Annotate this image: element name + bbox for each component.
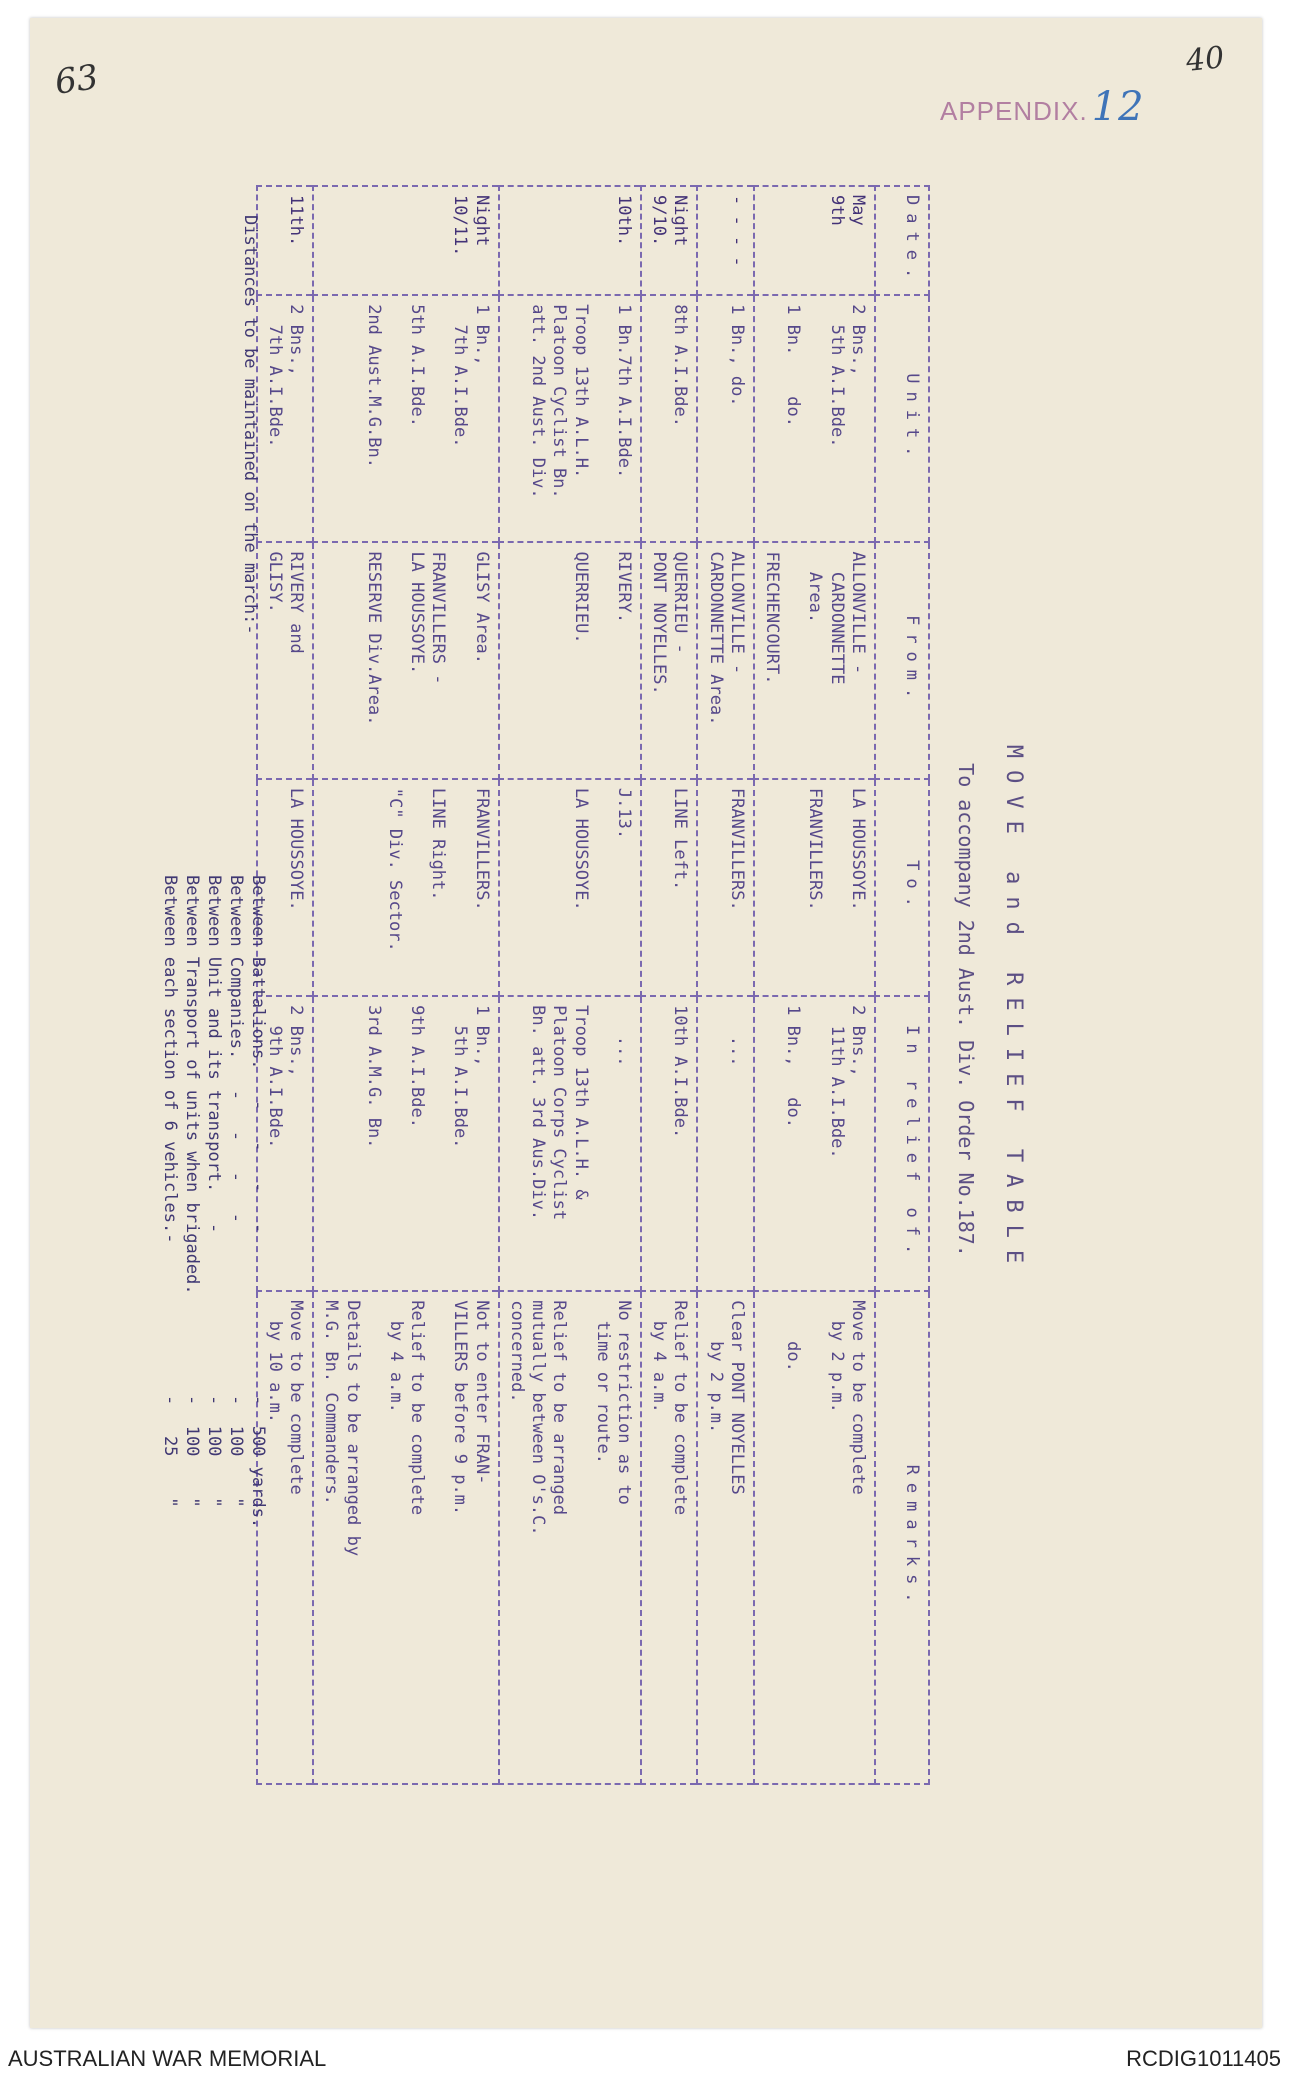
remarks-cell	[698, 1291, 755, 1784]
relief-line: ...	[727, 1005, 747, 1067]
date-line: 10/11.	[450, 195, 471, 257]
date-cell	[499, 186, 641, 295]
to-line: LA HOUSSOYE.	[570, 787, 591, 911]
from-line: QUERRIEU.	[570, 551, 591, 644]
relief-line: 1 Bn., do.	[783, 1005, 804, 1128]
relief-line: 2 Bns.,	[286, 1005, 307, 1077]
entry-gap	[449, 788, 471, 987]
unit-line: 2 Bns.,	[286, 304, 307, 376]
to-line: LINE Left.	[670, 787, 691, 891]
unit-cell	[257, 295, 314, 542]
unit-line: att. 2nd Aust. Div.	[528, 304, 549, 499]
from-line: FRANVILLERS -	[428, 551, 449, 685]
date-line: - - - -	[727, 195, 747, 267]
relief-line: 9th A.I.Bde.	[265, 1005, 285, 1149]
from-line: ALLONVILLE -	[848, 551, 868, 675]
table-row	[641, 186, 698, 1784]
to-line: J.13.	[614, 787, 634, 840]
table-row	[754, 186, 875, 1784]
appendix-stamp	[940, 84, 1145, 130]
date-line: Night	[471, 195, 492, 247]
distance-between: Between Companies. - - - -	[226, 875, 246, 1223]
unit-cell	[641, 295, 698, 542]
distance-between: Between Transport of units when brigaded.	[182, 875, 202, 1295]
header-remarks: Remarks.	[875, 1291, 929, 1784]
document-heading: MOVE and RELIEF TABLE	[1001, 744, 1026, 1276]
from-line: GLISY Area.	[471, 551, 492, 665]
relief-cell	[641, 996, 698, 1291]
table-header-row	[875, 186, 929, 1784]
from-line: FRECHENCOURT.	[762, 551, 783, 685]
remarks-cell	[313, 1291, 499, 1784]
relief-cell	[313, 996, 499, 1291]
from-line: Area.	[805, 551, 826, 624]
entry-gap	[384, 551, 406, 769]
from-line: QUERRIEU -	[670, 551, 691, 654]
entry-gap	[782, 551, 804, 769]
remarks-line: M.G. Bn. Commanders.	[321, 1300, 342, 1505]
from-line: GLISY.	[265, 551, 285, 613]
distances-lead: Distances to be maintained on the march:-	[240, 215, 260, 635]
entry-gap	[449, 551, 471, 769]
unit-line: Platoon Cyclist Bn.	[549, 304, 570, 499]
distance-item	[202, 875, 224, 1528]
remarks-line: by 4 a.m.	[386, 1300, 406, 1413]
to-line: FRANVILLERS.	[804, 787, 825, 911]
unit-cell	[754, 295, 875, 542]
date-line: 9/10.	[649, 195, 670, 247]
to-line: "C" Div. Sector.	[385, 787, 406, 952]
entry-gap	[591, 788, 613, 987]
unit-line: 2nd Aust.M.G.Bn.	[364, 304, 384, 468]
entry-gap	[427, 1005, 449, 1282]
distance-between: Between Unit and its transport. -	[204, 875, 224, 1234]
distance-value: - 100 "	[226, 1395, 246, 1508]
entry-gap	[427, 1300, 449, 1775]
date-cell	[313, 186, 499, 295]
from-line: CARDONNETTE	[826, 551, 847, 685]
remarks-line: VILLERS before 9 p.m.	[450, 1300, 471, 1516]
distance-between: Between each section of 6 vehicles.-	[160, 875, 180, 1244]
relief-line: 2 Bns.,	[848, 1005, 868, 1077]
relief-cell	[754, 996, 875, 1291]
to-line: LA HOUSSOYE.	[286, 787, 307, 911]
from-line: CARDONNETTE Area.	[705, 551, 726, 726]
distance-value: - 500 yards.	[248, 1395, 268, 1529]
from-line: PONT NOYELLES.	[649, 551, 670, 695]
distance-item	[224, 875, 246, 1528]
header-to: To.	[875, 779, 929, 996]
unit-cell	[313, 295, 499, 542]
entry-gap	[570, 1300, 592, 1775]
unit-line: 7th A.I.Bde.	[265, 304, 285, 448]
entry-gap	[804, 304, 826, 533]
from-cell	[499, 542, 641, 778]
to-line: FRANVILLERS.	[471, 787, 492, 911]
relief-line: Platoon Corps Cyclist	[549, 1005, 570, 1221]
remarks-line: Move to be complete	[286, 1300, 307, 1495]
unit-line: 1 Bn., do.	[727, 304, 747, 407]
remarks-line: by 10 a.m.	[265, 1300, 285, 1424]
unit-line: 5th A.I.Bde.	[826, 304, 847, 448]
date-line: 10th.	[614, 195, 634, 247]
folio-number-right: 40	[1184, 40, 1226, 79]
remarks-line: Clear PONT NOYELLES	[727, 1300, 747, 1495]
unit-line: 5th A.I.Bde.	[407, 304, 428, 428]
distance-item	[158, 875, 180, 1528]
relief-cell	[499, 996, 641, 1291]
from-cell	[698, 542, 755, 778]
remarks-line: Relief to be complete	[670, 1300, 691, 1516]
date-line: 9th	[826, 195, 847, 226]
distance-value: - 25 "	[160, 1395, 180, 1508]
unit-cell	[698, 295, 755, 542]
from-line: LA HOUSSOYE.	[407, 551, 428, 675]
remarks-line: Move to be complete	[848, 1300, 868, 1495]
to-cell	[313, 779, 499, 996]
remarks-line: mutually between O's.C.	[528, 1300, 549, 1536]
unit-line: 2 Bns.,	[848, 304, 868, 376]
date-line: May	[848, 195, 868, 226]
entry-gap	[405, 788, 427, 987]
from-line: RIVERY.	[614, 551, 634, 624]
entry-gap	[591, 304, 613, 533]
relief-line: Bn. att. 3rd Aus.Div.	[528, 1005, 549, 1221]
from-cell	[257, 542, 314, 778]
entry-gap	[384, 304, 406, 533]
distances-list	[158, 875, 268, 1528]
appendix-number: 12	[1091, 84, 1145, 130]
to-line: FRANVILLERS.	[727, 787, 747, 911]
header-relief: In relief of.	[875, 996, 929, 1291]
date-line: Night	[670, 195, 691, 247]
from-cell	[313, 542, 499, 778]
remarks-cell	[499, 1291, 641, 1784]
unit-line: 1 Bn. do.	[783, 304, 804, 428]
entry-gap	[363, 1300, 385, 1775]
table-row	[313, 186, 499, 1784]
header-date: Date.	[875, 186, 929, 295]
table-row	[698, 186, 755, 1784]
table-row	[499, 186, 641, 1784]
date-line: 11th.	[286, 195, 307, 247]
relief-line: 11th A.I.Bde.	[826, 1005, 847, 1159]
entry-gap	[427, 304, 449, 533]
remarks-line: Details to be arranged by	[342, 1300, 363, 1557]
unit-cell	[499, 295, 641, 542]
unit-line: 8th A.I.Bde.	[670, 304, 691, 428]
remarks-line: time or route.	[592, 1300, 613, 1464]
entry-gap	[804, 1005, 826, 1282]
remarks-line: by 4 a.m.	[649, 1300, 670, 1413]
from-cell	[641, 542, 698, 778]
document-subheading: To accompany 2nd Aust. Div. Order No.187.	[954, 763, 978, 1257]
relief-line: 1 Bn.,	[471, 1005, 492, 1067]
remarks-line: Relief to be arranged	[549, 1300, 570, 1516]
relief-line: 3rd A.M.G. Bn.	[364, 1005, 384, 1149]
footer-archive: AUSTRALIAN WAR MEMORIAL	[8, 2046, 327, 2071]
distance-value: - 100 "	[182, 1395, 202, 1508]
unit-line: 1 Bn.,	[471, 304, 492, 366]
entry-gap	[591, 1005, 613, 1282]
to-line: LA HOUSSOYE.	[848, 787, 868, 911]
from-cell	[754, 542, 875, 778]
entry-gap	[384, 1005, 406, 1282]
remarks-line: Relief to be complete	[407, 1300, 428, 1516]
relief-line: 9th A.I.Bde.	[407, 1005, 428, 1128]
entry-gap	[825, 788, 847, 987]
header-from: From.	[875, 542, 929, 778]
remarks-line: by 2 p.m.	[826, 1300, 847, 1413]
remarks-cell	[641, 1291, 698, 1784]
remarks-cell	[754, 1291, 875, 1784]
from-line: RIVERY and	[286, 551, 307, 654]
remarks-line: do.	[783, 1300, 804, 1372]
remarks-line: No restriction as to	[614, 1300, 634, 1505]
date-cell	[754, 186, 875, 295]
to-cell	[754, 779, 875, 996]
to-cell	[499, 779, 641, 996]
unit-line: 1 Bn.7th A.I.Bde.	[614, 304, 634, 479]
relief-line: Troop 13th A.L.H. &	[570, 1005, 591, 1200]
appendix-label: APPENDIX.	[940, 96, 1088, 126]
header-unit: Unit.	[875, 295, 929, 542]
entry-gap	[591, 551, 613, 769]
distance-item	[246, 875, 268, 1528]
entry-gap	[804, 1300, 826, 1775]
typed-table-rotated	[160, 185, 1040, 1835]
relief-cell	[698, 996, 755, 1291]
remarks-line: concerned.	[507, 1300, 527, 1403]
date-cell	[257, 186, 314, 295]
distance-value: - 100 "	[204, 1395, 224, 1508]
from-line: ALLONVILLE -	[727, 551, 747, 675]
unit-line: Troop 13th A.L.H.	[570, 304, 591, 479]
unit-line: 7th A.I.Bde.	[450, 304, 471, 448]
date-cell	[698, 186, 755, 295]
distance-between: Between Battalions. - - - -	[248, 875, 268, 1234]
date-cell	[641, 186, 698, 295]
to-cell	[698, 779, 755, 996]
from-line: RESERVE Div.Area.	[364, 551, 384, 726]
remarks-line: Not to enter FRAN-	[471, 1300, 492, 1485]
move-relief-table	[256, 185, 930, 1785]
to-line: LINE Right.	[428, 787, 449, 901]
distance-item	[180, 875, 202, 1528]
relief-line: 5th A.I.Bde.	[450, 1005, 471, 1149]
to-cell	[641, 779, 698, 996]
relief-line: ...	[614, 1005, 634, 1067]
remarks-line: by 2 p.m.	[705, 1300, 726, 1434]
footer-reference: RCDIG1011405	[1126, 2046, 1281, 2071]
folio-number-left: 63	[52, 57, 101, 103]
relief-line: 10th A.I.Bde.	[670, 1005, 691, 1139]
